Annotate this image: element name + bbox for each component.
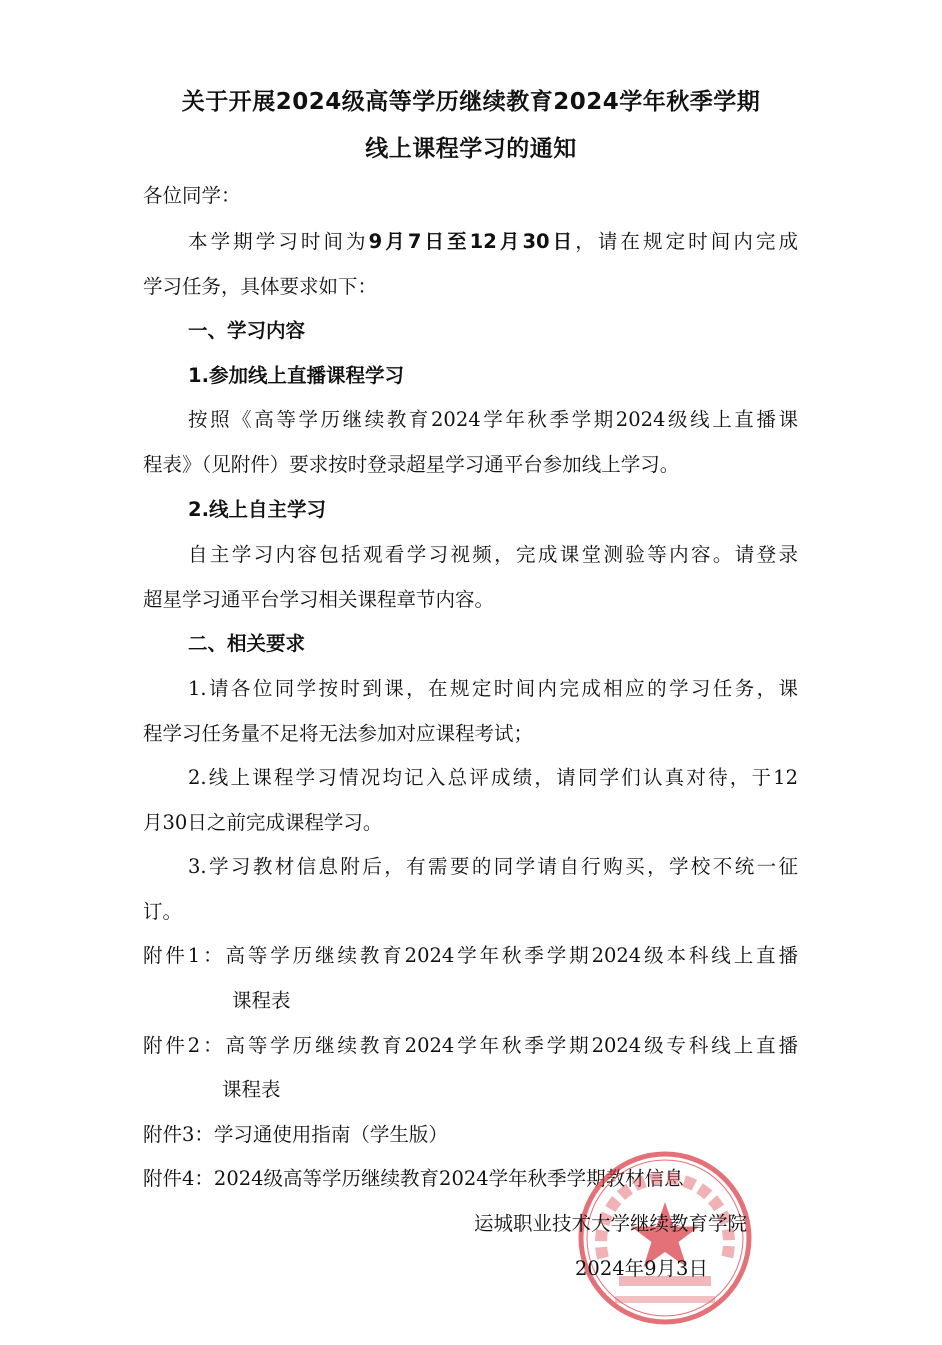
intro-line-2: 学习任务，具体要求如下： <box>143 275 378 298</box>
intro-line-1 <box>188 232 798 252</box>
document-title-line-2: 线上课程学习的通知 <box>365 136 577 162</box>
official-seal-stamp <box>575 1148 755 1328</box>
study-dates: 9月7日至12月30日 <box>368 230 576 253</box>
item-1-heading: 1.参加线上直播课程学习 <box>188 364 404 387</box>
requirement-3-line-2: 订。 <box>143 900 183 923</box>
item-2-line-1: 自主学习内容包括观看学习视频，完成课堂测验等内容。请登录 <box>188 543 798 566</box>
attachment-1-line-2: 课程表 <box>232 989 291 1012</box>
seal-graphic <box>581 1154 749 1322</box>
issuing-organization: 运城职业技术大学继续教育学院 <box>474 1212 748 1235</box>
greeting: 各位同学： <box>143 184 241 207</box>
attachment-2-line-1: 附件2：高等学历继续教育2024学年秋季学期2024级专科线上直播 <box>143 1034 798 1057</box>
issue-date: 2024年9月3日 <box>575 1257 708 1280</box>
attachment-4: 附件4：2024级高等学历继续教育2024学年秋季学期教材信息 <box>143 1167 684 1190</box>
section-1-heading: 一、学习内容 <box>188 319 306 342</box>
section-2-heading: 二、相关要求 <box>188 632 306 655</box>
intro-suffix: ，请在规定时间内完成 <box>575 230 798 253</box>
requirement-2-line-1: 2.线上课程学习情况均记入总评成绩，请同学们认真对待，于12 <box>188 766 798 789</box>
intro-prefix: 本学期学习时间为 <box>188 230 369 253</box>
requirement-1-line-2: 程学习任务量不足将无法参加对应课程考试； <box>143 722 534 745</box>
item-2-line-2: 超星学习通平台学习相关课程章节内容。 <box>143 588 495 611</box>
attachment-3: 附件3：学习通使用指南（学生版） <box>143 1123 448 1146</box>
attachment-1-line-1: 附件1：高等学历继续教育2024学年秋季学期2024级本科线上直播 <box>143 944 798 967</box>
requirement-2-line-2: 月30日之前完成课程学习。 <box>143 811 383 834</box>
requirement-3-line-1: 3.学习教材信息附后，有需要的同学请自行购买，学校不统一征 <box>188 855 798 878</box>
item-2-heading: 2.线上自主学习 <box>188 498 326 521</box>
item-1-line-1: 按照《高等学历继续教育2024学年秋季学期2024级线上直播课 <box>188 408 798 431</box>
requirement-1-line-1: 1.请各位同学按时到课，在规定时间内完成相应的学习任务，课 <box>188 677 798 700</box>
attachment-2-line-2: 课程表 <box>222 1078 281 1101</box>
item-1-line-2: 程表》（见附件）要求按时登录超星学习通平台参加线上学习。 <box>143 453 680 476</box>
document-title-line-1: 关于开展2024级高等学历继续教育2024学年秋季学期 <box>181 89 761 115</box>
